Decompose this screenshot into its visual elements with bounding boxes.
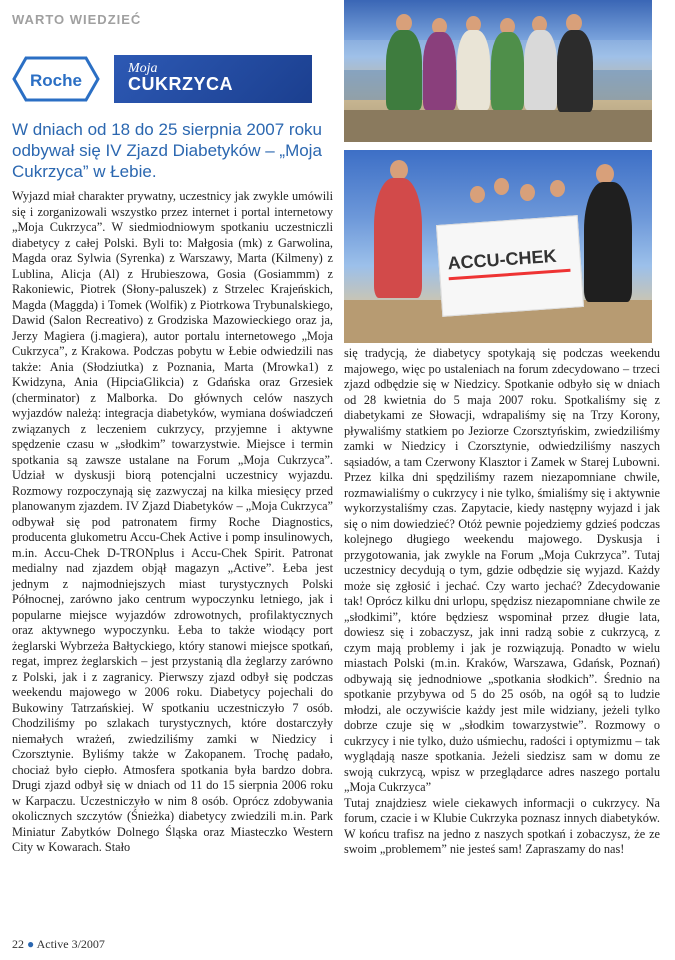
article-headline: W dniach od 18 do 25 sierpnia 2007 roku odbywał się IV Zjazd Diabetyków – „Moja Cukrzyca” w Łebie. xyxy=(12,120,322,181)
section-label: WARTO WIEDZIEĆ xyxy=(12,12,142,27)
accu-chek-banner xyxy=(436,215,584,317)
roche-logo xyxy=(12,55,100,103)
moja-cukrzyca-logo xyxy=(114,55,312,103)
logo-moja-text: Moja xyxy=(128,61,158,76)
article-paragraph-right-2: Tutaj znajdziesz wiele ciekawych informacji o cukrzycy. Na forum, czacie i w Klubie Cukrzyka poznasz innych diabetyków. W końcu trafisz na jedno z naszych spotkań i zobaczysz, że ze swoim „problemem” nie jesteś sam! Zapraszamy do nas! xyxy=(344,795,660,856)
magazine-issue: Active 3/2007 xyxy=(36,937,105,951)
footer-bullet: ● xyxy=(27,937,35,951)
banner-logo-text: ACCU-CHEK xyxy=(446,245,558,274)
group-photo-banner xyxy=(344,150,652,343)
page-footer xyxy=(12,937,105,952)
roche-logo-text: Roche xyxy=(30,71,82,90)
group-photo-pier xyxy=(344,0,652,142)
article-paragraph-right-1: się tradycją, że diabetycy spotykają się podczas weekendu majowego, więc po ustaleniach na forum zdecydowano – trzeci zjazd odbędzie się w Niedzicy. Spotkanie odbyło się w dniach od 28 kwietnia do 5 maja 2007 roku. Spotkaliśmy się z diabetykami ze Słowacji, wdrapaliśmy się na Trzy Korony, pływaliśmy statkiem po Jeziorze Czorsztyńskim, zwiedziliśmy zamki w Niedzicy i Czorsztynie, odwiedziliśmy naszych sąsiadów, a tam Czerwony Klasztor i Zamek w Starej Lubowni. Przez kilka dni spędziliśmy razem niezapomniane chwile, rozmawialiśmy o cukrzycy i nie tylko, śmialiśmy się i aktywnie wykorzystaliśmy czas. Zapytacie, kiedy następny wyjazd i jak się o nim dowiedzieć? Otóż pewnie pojedziemy gdzieś podczas kolejnego długiego weekendu majowego. Dyskusja i przygotowania, jak zwykle na Forum „Moja Cukrzyca”. Tutaj uczestnicy decydują o tym, gdzie odbędzie się wyjazd. Każdy może się zgłosić i jechać. Czy warto jechać? Zdecydowanie tak! Oprócz kilku dni urlopu, spędzisz niezapomniane chwile ze „słodkimi”, które będziesz wspominał przez długie lata, dowiesz się i zobaczysz, jak inni radzą sobie z cukrzycą, z czym mają problemy i jak je rozwiązują. Ponadto w wielu miastach Polski (m.in. Kraków, Warszawa, Gdańsk, Poznań) odbywają się jednodniowe „spotkania słodkich”. Średnio na spotkanie przybywa od 5 do 25 osób, na ogół są to ludzie młodzi, ale oczywiście każdy jest mile widziany, jeżeli tylko dobrze czuje się w „słodkim towarzystwie”. Rozmowy o cukrzycy i nie tylko, dużo uśmiechu, radości i optymizmu – tak wyglądają nasze spotkania. Jeżeli siedzisz sam w domu ze swoją cukrzycą, wpisz w przeglądarce adres naszego portalu „Moja Cukrzyca” xyxy=(344,346,660,794)
logo-cukrzyca-text: CUKRZYCA xyxy=(128,74,233,94)
page-number: 22 xyxy=(12,937,24,951)
article-body-left: Wyjazd miał charakter prywatny, uczestnicy jak zwykle umówili się i zorganizowali wszystko przez internet i portal internetowy „Moja Cukrzyca”. W siedmiodniowym spotkaniu uczestniczli diabetycy z całej Polski. Byli to: Małgosia (mk) z Garwolina, Magda oraz Sylwia (Syrenka) z Warszawy, Marta (Kilmeny) z Lublina, Alicja (Al) z Hrubieszowa, Gosia (Gosiammm) z Rakoniewic, Piotrek (Słony-paluszek) z Strzelec Krajeńskich, Magda (Maggda) i Tomek (Wolfik) z Piotrkowa Trybunalskiego, Dawid (Salon Recreativo) z Grodziska Mazowieckiego oraz ja, Jerzy Magiera (j.magiera), autor portalu internetowego „Moja Cukrzyca”, z Krakowa. Podczas pobytu w Łebie odwiedzili nas także: Ania (Słodziutka) z Poznania, Marta (Mrowka1) z Kwidzyna, Ania (HipciaGlikcia) z Gdańska oraz Grzesiek (cherminator) z Malborka. Do głównych celów naszych wyjazdów należą: integracja diabetyków, wymiana doświadczeń związanych z leczeniem cukrzycy, przyjemne i aktywne spędzenie czasu w „słodkim” towarzystwie. Miejsce i termin spotkania są zawsze ustalane na Forum „Moja Cukrzyca”. Udział w dyskusji biorą potencjalni uczestnicy wyjazdu. Rozmowy rozpoczynają się zazwyczaj na kilka miesięcy przed planowanym zjazdem. IV Zjazd Diabetyków – „Moja Cukrzyca” odbywał się pod patronatem firmy Roche Diagnostics, producenta glukometru Accu-Chek Active i pomp insulinowych, m.in. Accu-Chek D-TRONplus i Accu-Chek Spirit. Patronat medialny nad zjazdem objął magazyn „Active”. Łeba jest jednym z najmodniejszych miast turystycznych Polski Północnej, zarówno jako centrum wypoczynku letniego, jak i popularne miejsce wyjazdów zdrowotnych, profilaktycznych oraz aktywnego wypoczynku. Łeba to także wiodący port żeglarski Wybrzeża Bałtyckiego, który stanowi miejsce spotkań, regat, imprez żeglarskich – jest przystanią dla żeglarzy zarówno z Polski, jak i z zagranicy. Pierwszy zjazd odbył się podczas weekendu majowego w 2006 roku. Diabetycy pojechali do Bukowiny Tatrzańskiej. W spotkaniu uczestniczyło 7 osób. Chodziliśmy po szlakach turystycznych, które dostarczyły niemałych wrażeń, zwiedziliśmy zamki w Niedzicy i Czorsztynie. Byliśmy także w Zakopanem. Trochę padało, chociaż było ciepło. Atmosfera spotkania była bardzo dobra. Drugi zjazd odbył się w dniach od 11 do 15 sierpnia 2006 roku w Karpaczu. Uczestniczyło w nim 8 osób. Oprócz zdobywania okolicznych szczytów (Śnieżka) diabetycy zwiedzili m.in. Park Miniatur Zabytków Dolnego Śląska oraz Miasteczko Western City w Kowarach. Stało xyxy=(12,189,333,854)
article-body-right xyxy=(344,346,660,858)
